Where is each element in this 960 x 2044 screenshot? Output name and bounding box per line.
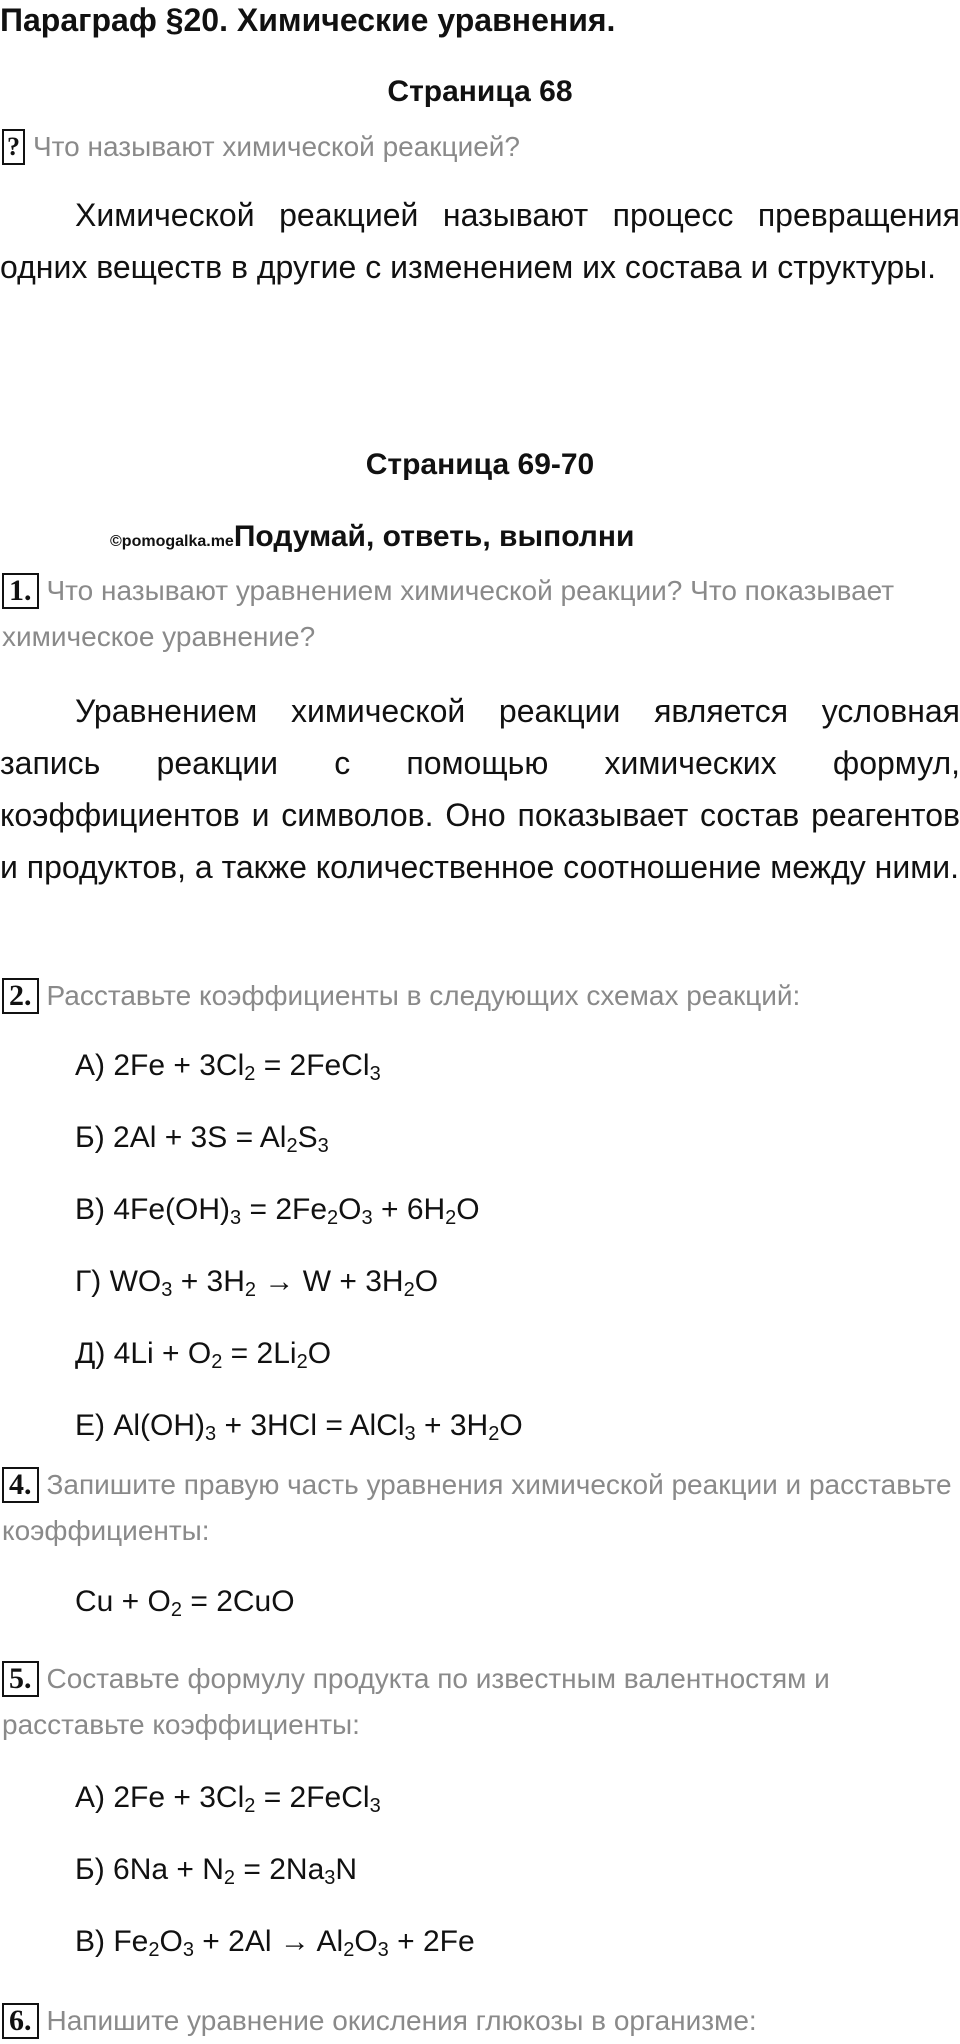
answer-paragraph — [0, 189, 960, 293]
task-question-text: Напишите уравнение окисления глюкозы в организме: — [46, 2005, 757, 2036]
task-number: 2. — [2, 978, 39, 1014]
task-question — [2, 973, 952, 1019]
task-number: 4. — [2, 1467, 39, 1503]
task-question-text: Запишите правую часть уравнения химической реакции и расставьте коэффициенты: — [2, 1469, 952, 1546]
task-number: 1. — [2, 573, 39, 609]
equation: Е) $Al(OH)_3 + 3HCl$ = AlCl$_3$ + $3H_2O$ — [75, 1409, 523, 1445]
equation: В) $Fe_2O_3 + 2Al \to Al_2O_3 + 2Fe$ — [75, 1925, 475, 1961]
task-question-text: Что называют уравнением химической реакции? Что показывает химическое уравнение? — [2, 575, 895, 652]
equation: В) $4Fe(OH)_3 = 2Fe_2O_3 + 6H_2O$ — [75, 1193, 480, 1229]
equation: Б) $2Al + 3S = Al_2S_3$ — [75, 1121, 329, 1157]
answer-text: Уравнением химической реакции является условная запись реакции с помощью химических формул, коэффициентов и символов. Оно показывает состав реагентов и продуктов, а также количественное соотношение между ними. — [0, 693, 960, 885]
equation: Д) $4Li + O_2 = 2Li_2O$ — [75, 1337, 332, 1373]
task-question-text: Расставьте коэффициенты в следующих схемах реакций: — [46, 980, 801, 1011]
subheading-line — [110, 520, 634, 554]
watermark: ©pomogalka.me — [110, 533, 234, 550]
task-question — [2, 1998, 952, 2044]
equation: Г) $WO_3 + 3H_2 \to W + 3H_2O$ — [75, 1265, 439, 1301]
equation: А) $2Fe + 3Cl_2$ = 2FeCl$_3$ — [75, 1049, 381, 1085]
question — [2, 124, 952, 170]
equation: Б) $6Na + N_2 = 2Na_3N$ — [75, 1853, 358, 1889]
task-question-text: Составьте формулу продукта по известным валентностям и расставьте коэффициенты: — [2, 1663, 830, 1740]
task-number: 5. — [2, 1661, 39, 1697]
answer-text: Химической реакцией называют процесс превращения одних веществ в другие с изменением их состава и структуры. — [0, 197, 960, 285]
task-question — [2, 1462, 952, 1554]
answer-paragraph — [0, 685, 960, 893]
equation: $Cu + O_2 = 2CuO$ — [75, 1585, 295, 1621]
subheading: Подумай, ответь, выполни — [233, 520, 635, 553]
task-question — [2, 568, 952, 660]
task-number: 6. — [2, 2003, 39, 2039]
equation: А) $2Fe + 3Cl_2$ = 2FeCl$_3$ — [75, 1781, 381, 1817]
question-text: Что называют химической реакцией? — [33, 131, 521, 162]
document-title: Параграф §20. Химические уравнения. — [0, 2, 616, 38]
page-heading: Страница 69-70 — [365, 448, 595, 481]
question-marker: ? — [2, 129, 25, 165]
task-question — [2, 1656, 952, 1748]
page-heading: Страница 68 — [387, 75, 573, 108]
